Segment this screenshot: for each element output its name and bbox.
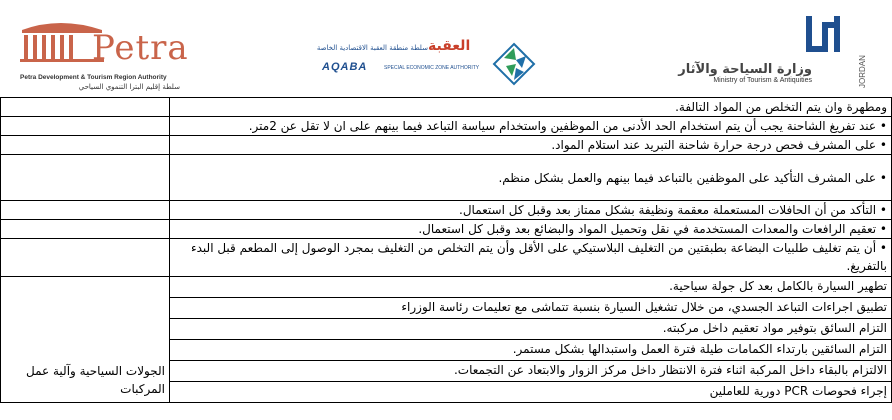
petra-authority-logo: [20, 12, 205, 92]
table-row: [1, 277, 892, 298]
aqaba-emblem-icon: [492, 42, 536, 86]
table-row: [1, 117, 892, 136]
table-row: [1, 220, 892, 239]
jordan-brand-icon: [800, 12, 850, 62]
petra-ar-name: سلطة إقليم البترا التنموي السياحي: [78, 83, 180, 91]
jordan-word: JORDAN: [858, 55, 867, 88]
ministry-en-name: Ministry of Tourism & Antiquities: [713, 77, 812, 84]
table-cell: الالتزام بالبقاء داخل المركبة اثناء فترة الانتظار داخل مركز الزوار والابتعاد عن التجمعات.: [170, 361, 892, 382]
table-row: [1, 201, 892, 220]
procedures-table: [0, 97, 892, 403]
table-row: [1, 155, 892, 201]
table-cell: • على المشرف فحص درجة حرارة شاحنة التبريد عند استلام المواد.: [170, 136, 892, 155]
table-row: [1, 98, 892, 117]
table-cell: التزام السائقين بارتداء الكمامات طيلة فترة العمل واستبدالها بشكل مستمر.: [170, 340, 892, 361]
table-cell: • على المشرف التأكيد على الموظفين بالتباعد فيما بينهم والعمل بشكل منظم.: [170, 155, 892, 201]
category-cell-empty: [1, 98, 170, 117]
table-cell: • عند تفريغ الشاحنة يجب أن يتم استخدام الحد الأدنى من الموظفين واستخدام سياسة التباعد فيما بينهم على ان لا تقل عن 2متر.: [170, 117, 892, 136]
table-cell: • التأكد من أن الحافلات المستعملة معقمة ونظيفة بشكل ممتاز بعد وقبل كل استعمال.: [170, 201, 892, 220]
aqaba-en-title: AQABA: [322, 61, 368, 73]
table-cell: ومطهرة وان يتم التخلص من المواد التالفة.: [170, 98, 892, 117]
aqaba-ar-title: العقبة: [428, 38, 471, 54]
table-row: [1, 136, 892, 155]
category-cell-empty: [1, 239, 170, 277]
category-title: الجولات السياحية وآلية عمل المركبات: [26, 364, 165, 396]
category-cell-empty: [1, 220, 170, 239]
petra-wordmark: Petra: [92, 28, 189, 68]
category-cell-empty: [1, 155, 170, 201]
category-cell: [1, 277, 170, 403]
aqaba-en-subtitle: SPECIAL ECONOMIC ZONE AUTHORITY: [384, 65, 480, 71]
table-cell: • أن يتم تغليف طلبيات البضاعة بطبقتين من التغليف البلاستيكي على الأقل وأن يتم التخلص من التغليف بمجرد الوصول إلى المطعم قبل البدء بالتفريغ.: [170, 239, 892, 277]
category-cell-empty: [1, 201, 170, 220]
ministry-tourism-logo: [678, 62, 812, 84]
category-cell-empty: [1, 136, 170, 155]
table-cell: • تعقيم الرافعات والمعدات المستخدمة في نقل وتحميل المواد والبضائع بعد وقبل كل استعمال.: [170, 220, 892, 239]
table-cell: تطبيق اجراءات التباعد الجسدي، من خلال تشغيل السيارة بنسبة تتماشى مع تعليمات رئاسة الوزراء: [170, 298, 892, 319]
table-cell: إجراء فحوصات PCR دورية للعاملين: [170, 382, 892, 403]
table-row: [1, 239, 892, 277]
petra-en-name: Petra Development & Tourism Region Authority: [20, 74, 167, 81]
table-cell: تطهير السيارة بالكامل بعد كل جولة سياحية.: [170, 277, 892, 298]
ministry-ar-name: وزارة السياحة والآثار: [678, 62, 812, 77]
aqaba-ar-subtitle: سلطة منطقة العقبة الاقتصادية الخاصة: [316, 44, 428, 52]
table-cell: التزام السائق بتوفير مواد تعقيم داخل مركبته.: [170, 319, 892, 340]
category-cell-empty: [1, 117, 170, 136]
